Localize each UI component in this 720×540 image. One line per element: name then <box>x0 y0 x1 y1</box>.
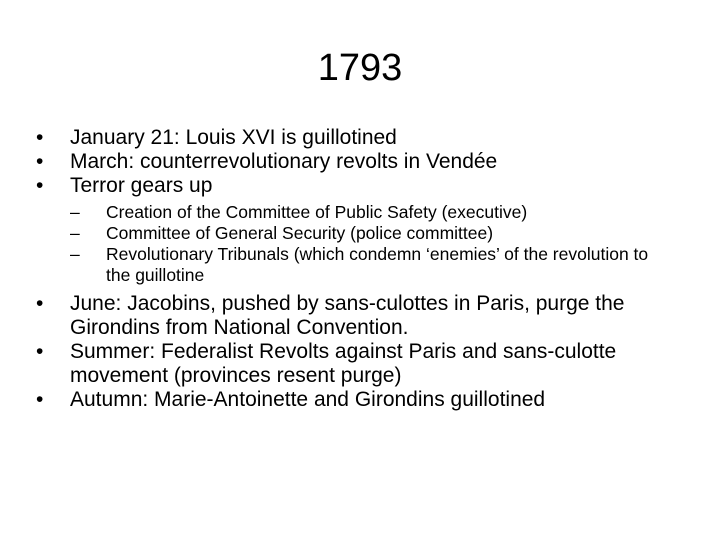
sub-bullet-list <box>36 202 676 286</box>
sub-bullet-text: Revolutionary Tribunals (which condemn ‘enemies’ of the revolution to the guillotine <box>106 244 649 285</box>
dash-marker: – <box>70 202 80 222</box>
bullet-item <box>36 340 676 388</box>
sub-bullet-item <box>70 244 676 286</box>
sub-bullet-text: Creation of the Committee of Public Safety (executive) <box>106 202 528 222</box>
bullet-text: March: counterrevolutionary revolts in Vendée <box>70 150 498 173</box>
bullet-marker: • <box>36 174 44 197</box>
bullet-item <box>36 174 676 198</box>
bullet-list <box>36 292 676 412</box>
bullet-text: Terror gears up <box>70 174 213 197</box>
dash-marker: – <box>70 244 80 264</box>
bullet-text: June: Jacobins, pushed by sans-culottes in Paris, purge the Girondins from National Convention. <box>70 292 625 339</box>
bullet-marker: • <box>36 340 44 363</box>
bullet-marker: • <box>36 150 44 173</box>
bullet-marker: • <box>36 388 44 411</box>
bullet-list <box>36 126 676 198</box>
sub-bullet-text: Committee of General Security (police committee) <box>106 223 494 243</box>
bullet-text: Autumn: Marie-Antoinette and Girondins guillotined <box>70 388 546 411</box>
bullet-item <box>36 292 676 340</box>
slide-title: 1793 <box>317 47 403 89</box>
bullet-text: January 21: Louis XVI is guillotined <box>70 126 397 149</box>
bullet-marker: • <box>36 292 44 315</box>
bullet-item <box>36 388 676 412</box>
sub-bullet-item <box>70 202 676 223</box>
bullet-item <box>36 126 676 150</box>
sub-bullet-item <box>70 223 676 244</box>
bullet-text: Summer: Federalist Revolts against Paris and sans-culotte movement (provinces resent purge) <box>70 340 617 387</box>
bullet-marker: • <box>36 126 44 149</box>
slide-content <box>36 126 676 412</box>
bullet-item <box>36 150 676 174</box>
dash-marker: – <box>70 223 80 243</box>
